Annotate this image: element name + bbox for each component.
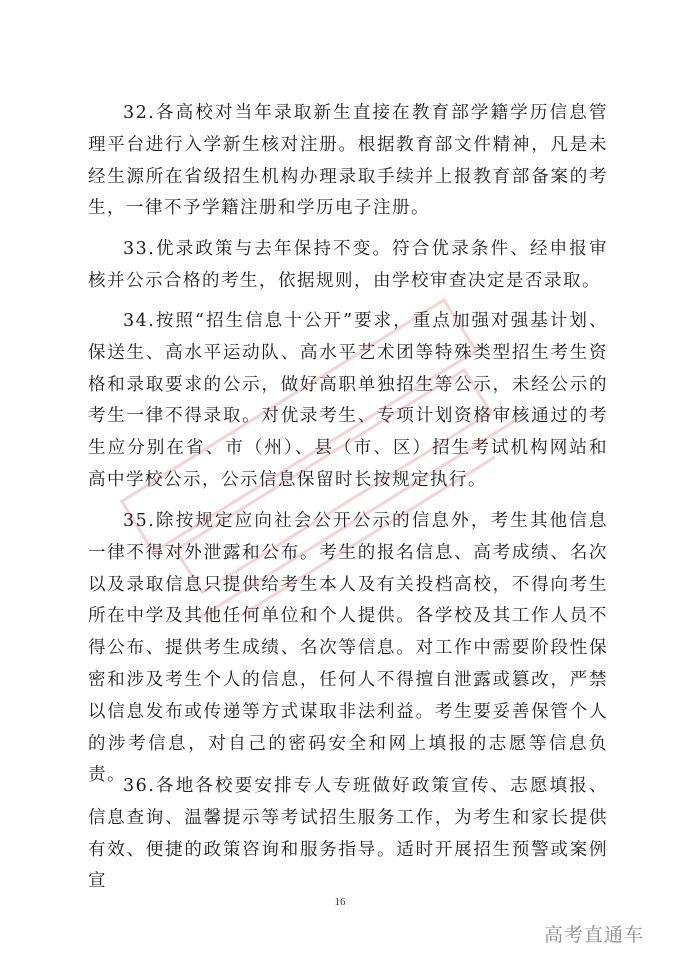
paragraph-35: 35.除按规定应向社会公开公示的信息外，考生其他信息一律不得对外泄露和公布。考生的报名信息、高考成绩、名次以及录取信息只提供给考生本人及有关投档高校，不得向考生所在中学及其他任何单位和个人提供。各学校及其工作人员不得公布、提供考生成绩、名次等信息。对工作中需要阶段性保密和涉及考生个人的信息，任何人不得擅自泄露或篡改，严禁以信息发布或传递等方式谋取非法利益。考生要妥善保管个人的涉考信息，对自己的密码安全和网上填报的志愿等信息负责。 <box>88 511 608 786</box>
paragraph-36: 36.各地各校要安排专人专班做好政策宣传、志愿填报、信息查询、温馨提示等考试招生服务工作，为考生和家长提供有效、便捷的政策咨询和服务指导。适时开展招生预警或案例宣 <box>88 776 608 892</box>
page-number: 16 <box>334 896 346 908</box>
paragraph-33: 33.优录政策与去年保持不变。符合优录条件、经申报审核并公示合格的考生，依据规则，由学校审查决定是否录取。 <box>88 239 608 291</box>
paragraph-34: 34.按照“招生信息十公开”要求，重点加强对强基计划、保送生、高水平运动队、高水平艺术团等特殊类型招生考生资格和录取要求的公示，做好高职单独招生等公示，未经公示的考生一律不得录取。对优录考生、专项计划资格审核通过的考生应分别在省、市（州）、县（市、区）招生考试机构网站和高中学校公示，公示信息保留时长按规定执行。 <box>88 311 608 490</box>
paragraph-32: 32.各高校对当年录取新生直接在教育部学籍学历信息管理平台进行入学新生核对注册。根据教育部文件精神，凡是未经生源所在省级招生机构办理录取手续并上报教育部备案的考生，一律不予学籍注册和学历电子注册。 <box>88 103 608 219</box>
brand-watermark: 高考直通车 <box>543 924 644 946</box>
